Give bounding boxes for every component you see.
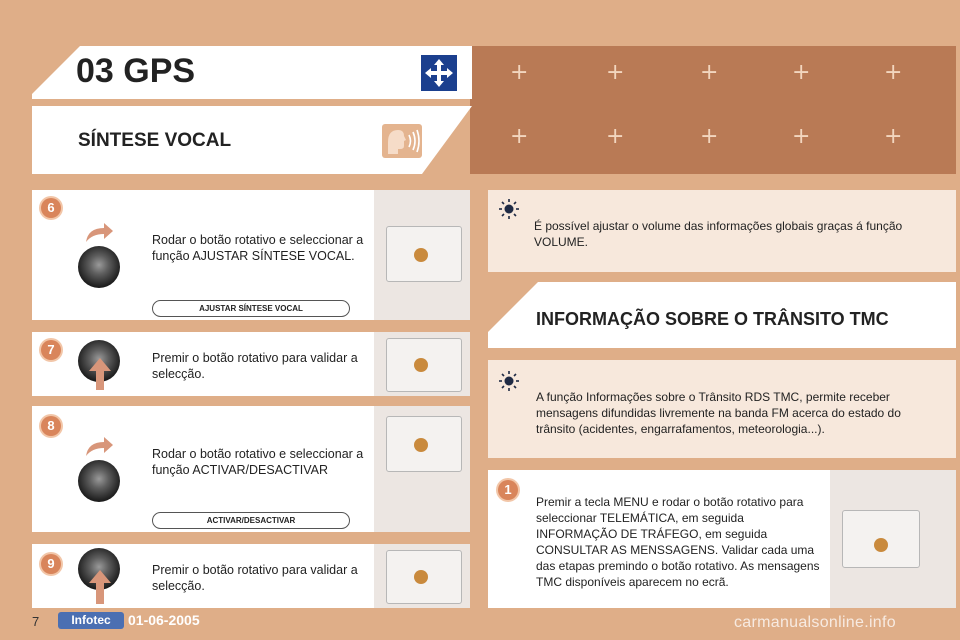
menu-option-pill: AJUSTAR SÍNTESE VOCAL (152, 300, 350, 317)
radio-knob-highlight-icon (414, 358, 428, 372)
step-instruction: Rodar o botão rotativo e seleccionar a função AJUSTAR SÍNTESE VOCAL. (152, 233, 364, 263)
step-number-badge: 8 (41, 416, 61, 436)
step-number-badge: 9 (41, 554, 61, 574)
plus-mark: + (700, 124, 719, 149)
radio-knob-highlight-icon (874, 538, 888, 552)
step-number-badge: 6 (41, 198, 61, 218)
step-instruction: Premir o botão rotativo para validar a selecção. (152, 563, 358, 593)
radio-knob-highlight-icon (414, 438, 428, 452)
page-title: 03 GPS (76, 52, 196, 90)
plus-mark: + (510, 60, 529, 85)
rotate-arrow-icon (84, 222, 114, 244)
watermark: carmanualsonline.info (734, 614, 896, 631)
plus-mark: + (884, 124, 903, 149)
plus-mark: + (884, 60, 903, 85)
section-subtitle: SÍNTESE VOCAL (78, 130, 232, 151)
speech-head-icon (382, 124, 422, 158)
step-instruction: Rodar o botão rotativo e seleccionar a função ACTIVAR/DESACTIVAR (152, 447, 364, 477)
step-number-badge: 1 (498, 480, 518, 500)
rotary-knob-icon[interactable] (78, 460, 120, 502)
rotate-arrow-icon (84, 436, 114, 458)
tip-sun-icon (498, 370, 520, 392)
navigation-cross-icon (421, 55, 457, 91)
press-arrow-icon (88, 358, 112, 390)
step-number-badge: 7 (41, 340, 61, 360)
plus-mark: + (792, 124, 811, 149)
press-arrow-icon (88, 570, 112, 604)
rotary-knob-icon[interactable] (78, 246, 120, 288)
tip-sun-icon (498, 198, 520, 220)
radio-knob-highlight-icon (414, 570, 428, 584)
step-instruction: Premir o botão rotativo para validar a selecção. (152, 351, 358, 381)
revision-date: 01-06-2005 (128, 612, 200, 628)
plus-mark: + (606, 124, 625, 149)
step-instruction: Premir a tecla MENU e rodar o botão rotativo para seleccionar TELEMÁTICA, em seguida INFORMAÇÃO DE TRÁFEGO, em seguida CONSULTAR AS MENSSAGENS. Validar cada uma das etapas premindo o botão rotativo. As mensagens TMC disponíveis aparecem no ecrã. (536, 495, 820, 589)
plus-mark: + (510, 124, 529, 149)
menu-option-pill: ACTIVAR/DESACTIVAR (152, 512, 350, 529)
page-number: 7 (32, 614, 40, 629)
tip-text-volume: É possível ajustar o volume das informações globais graças á função VOLUME. (534, 219, 903, 249)
radio-knob-highlight-icon (414, 248, 428, 262)
tmc-section-title: INFORMAÇÃO SOBRE O TRÂNSITO TMC (536, 309, 889, 329)
tip-text-tmc: A função Informações sobre o Trânsito RDS TMC, permite receber mensagens difundidas livremente na banda FM acerca do estado do trânsito (acidentes, engarrafamentos, meteorologia...). (536, 390, 901, 436)
plus-mark: + (792, 60, 811, 85)
plus-mark: + (606, 60, 625, 85)
infotec-logo: Infotec (58, 612, 124, 629)
plus-mark: + (700, 60, 719, 85)
